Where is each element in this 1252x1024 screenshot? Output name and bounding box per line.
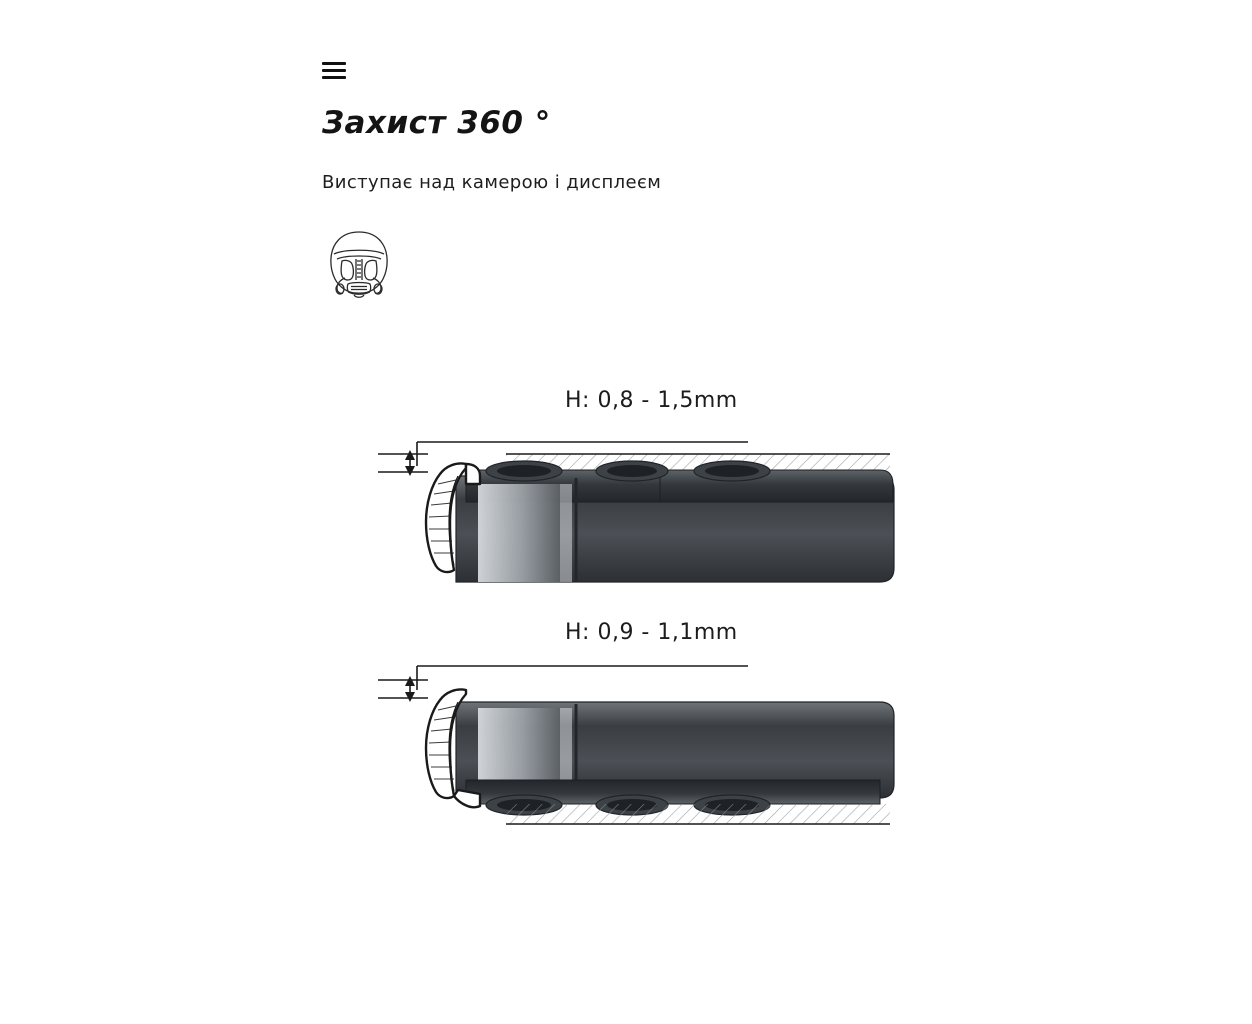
stormtrooper-helmet-icon [318,228,400,306]
dimension-label-camera: H: 0,8 - 1,5mm [565,388,738,413]
diagram-camera-protrusion [360,372,900,602]
dimension-label-display: H: 0,9 - 1,1mm [565,620,738,645]
camera-lens-group [486,461,770,481]
device-body [456,461,894,582]
page-subtitle: Виступає над камерою і дисплеєм [322,172,662,193]
hamburger-menu-icon[interactable] [322,62,346,84]
surface-hatch [506,804,890,824]
page-title: Захист 360 ° [322,105,551,141]
diagram-display-protrusion [360,604,900,839]
device-body [456,702,894,815]
menu-bar-1 [322,62,346,65]
menu-bar-2 [322,69,346,72]
menu-bar-3 [322,76,346,79]
